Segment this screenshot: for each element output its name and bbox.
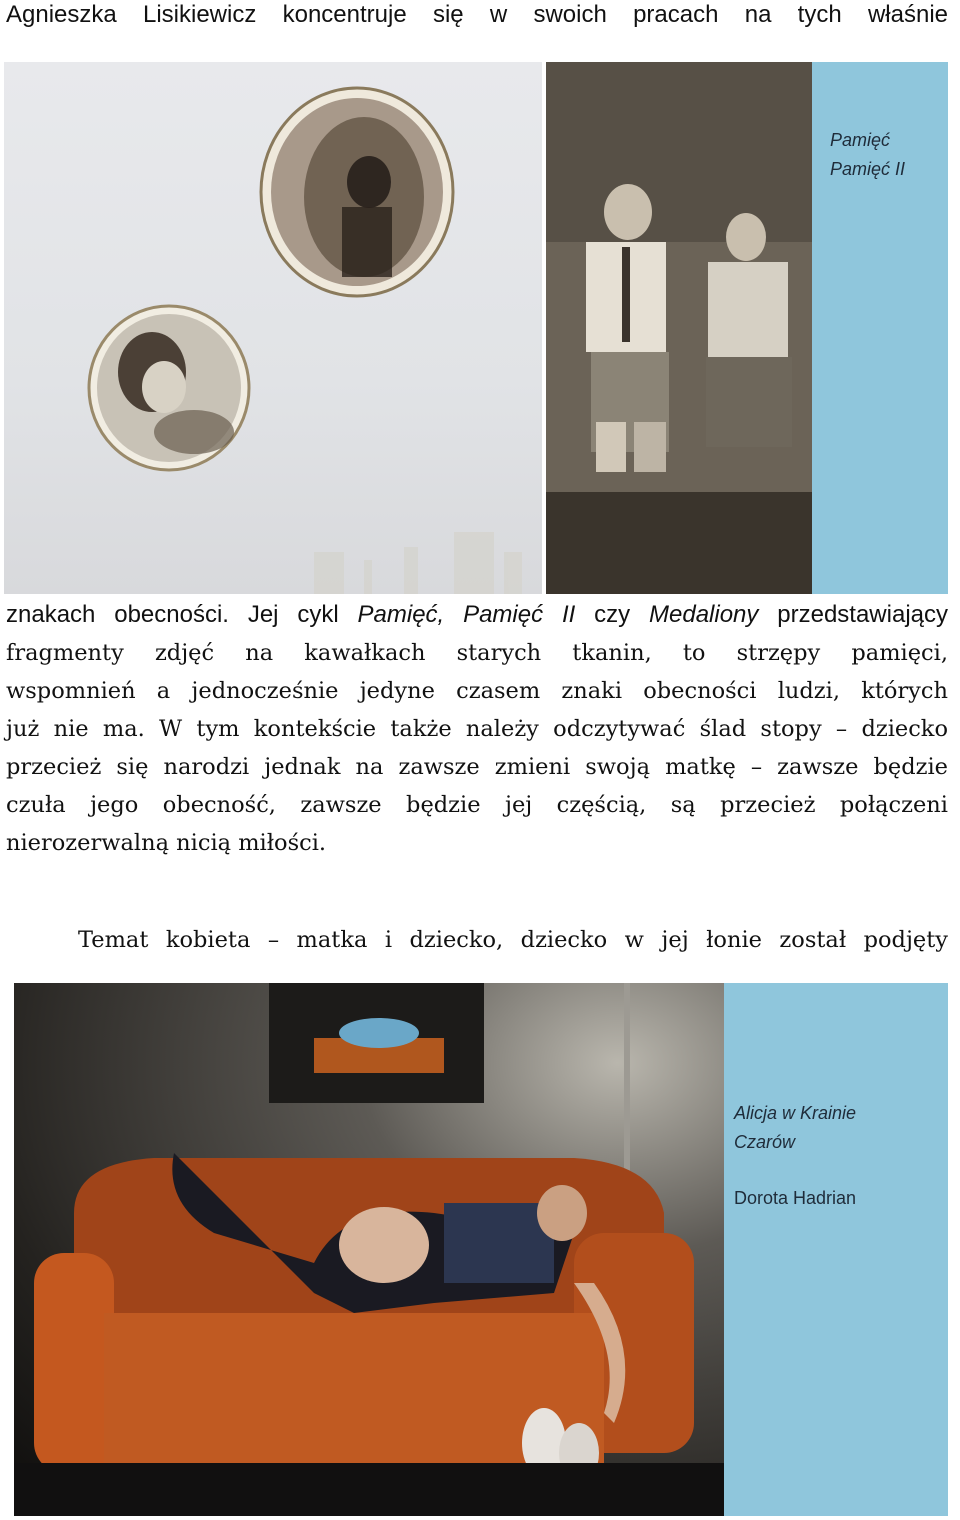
wall-photo [4, 62, 542, 594]
text-line-9: Temat kobieta – matka i dziecko, dziecko w jej łonie został podjęty [78, 927, 948, 953]
caption-pamiec-ii: Pamięć II [830, 159, 906, 179]
room-photo [14, 983, 724, 1516]
caption-pamiec: Pamięć [830, 130, 891, 150]
cloth-photo [546, 62, 812, 594]
caption-panel-1 [812, 62, 948, 594]
p1-end: przedstawiający [758, 601, 948, 628]
text-line-3: fragmenty zdjęć na kawałkach starych tkanin, to strzępy pamięci, [6, 640, 948, 666]
caption-title-line-1: Alicja w Krainie [734, 1103, 857, 1123]
p1-italic-title-2: Medaliony [649, 601, 759, 628]
p1-mid: czy [575, 601, 649, 628]
figure-alicja [14, 983, 948, 1516]
p1-start: znakach obecności. Jej cykl [6, 601, 358, 628]
text-line-6: przecież się narodzi jednak na zawsze zmieni swoją matkę – zawsze będzie [6, 754, 948, 780]
woman-on-sofa-artwork [14, 983, 724, 1516]
text-line-5: już nie ma. W tym kontekście także należy odczytywać ślad stopy – dziecko [6, 716, 948, 742]
caption-author: Dorota Hadrian [734, 1188, 857, 1208]
text-line-1: Agnieszka Lisikiewicz koncentruje się w swoich pracach na tych właśnie [6, 1, 948, 28]
portrait-two-men [546, 62, 812, 594]
text-line-4: wspomnień a jednocześnie jedyne czasem znaki obecności ludzi, których [6, 678, 948, 704]
caption-panel-2 [724, 983, 948, 1516]
text-line-2 [6, 600, 948, 630]
figure-pamiec [4, 62, 948, 594]
text-line-8: nierozerwalną nicią miłości. [6, 830, 327, 856]
medallions-artwork [4, 62, 542, 594]
caption-title-line-2: Czarów [734, 1132, 796, 1152]
text-line-7: czuła jego obecność, zawsze będzie jej częścią, są przecież połączeni [6, 792, 948, 818]
p1-italic-title-1: Pamięć, Pamięć II [357, 601, 576, 628]
